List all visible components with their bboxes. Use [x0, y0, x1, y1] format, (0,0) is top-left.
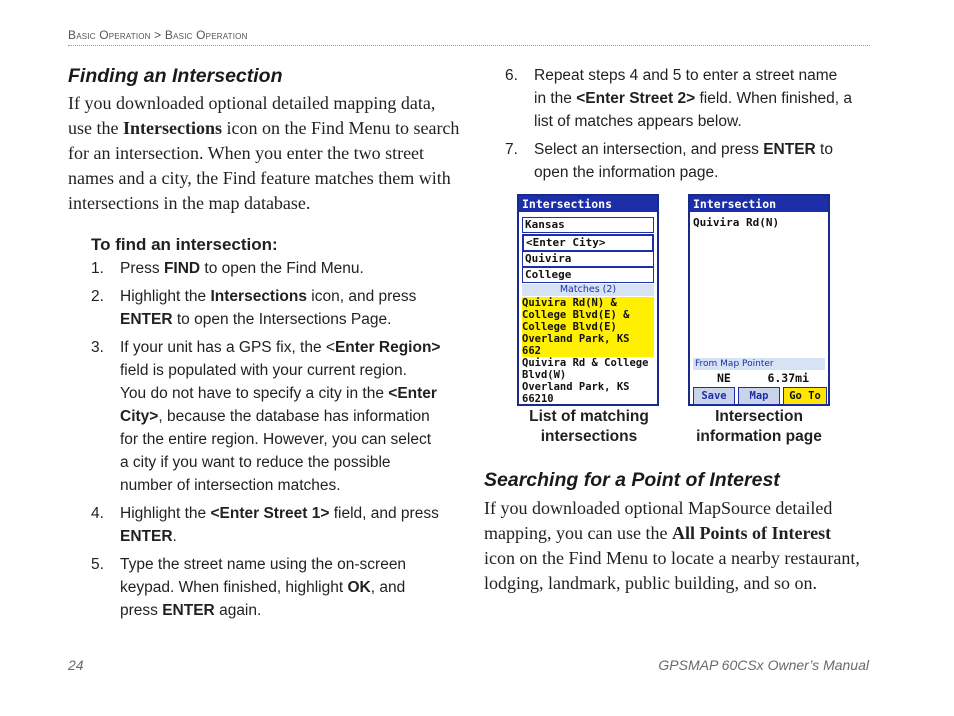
screen-title: Intersection [690, 196, 828, 212]
status-label: From Map Pointer [693, 358, 825, 370]
step-number: 6. [505, 67, 518, 84]
step-number: 4. [91, 505, 104, 522]
step-number: 5. [91, 556, 104, 573]
street2-field: Quivira [522, 251, 654, 267]
step-text: Type the street name using the on-screen keypad. When finished, highlight OK, and press ENTER again. [120, 556, 407, 619]
section-title-finding-intersection: Finding an Intersection [68, 65, 283, 87]
intro-line: names and a city, the Find feature matches them with [68, 168, 451, 188]
step-text: Repeat steps 4 and 5 to enter a street name in the <Enter Street 2> field. When finished, a list of matches appears below. [534, 67, 852, 130]
caption-intersection-info: Intersection information page [696, 408, 822, 445]
intersections-term: Intersections [122, 118, 222, 138]
running-header [68, 28, 870, 46]
caption-list-matching: List of matching intersections [529, 408, 649, 445]
manual-title: GPSMAP 60CSx Owner’s Manual [658, 657, 869, 673]
poi-line: lodging, landmark, public building, and so on. [484, 573, 817, 593]
street3-field: College [522, 267, 654, 283]
intro-line: intersections in the map database. [68, 193, 311, 213]
map-button: Map [738, 387, 780, 405]
step-text: If your unit has a GPS fix, the <Enter Region> field is populated with your current region. You do not have to specify a city in the <Enter City>, because the database has information for the entire region. However, you can select a city if you want to reduce the possible number of intersection matches. [120, 339, 441, 494]
matches-list [522, 297, 654, 405]
intro-line: use the Intersections icon on the Find Menu to search [68, 118, 460, 138]
intro-paragraph [68, 91, 468, 216]
step-number: 7. [505, 141, 518, 158]
goto-button: Go To [783, 387, 827, 405]
step-number: 1. [91, 260, 104, 277]
distance-value: 6.37mi [767, 371, 809, 385]
save-button: Save [693, 387, 735, 405]
poi-line: If you downloaded optional MapSource detailed [484, 498, 833, 518]
section-title-poi: Searching for a Point of Interest [484, 469, 780, 491]
intersection-info-screen [688, 194, 830, 406]
all-poi-term: All Points of Interest [671, 523, 832, 543]
poi-paragraph [484, 496, 884, 596]
step-text: Select an intersection, and press ENTER to open the information page. [534, 141, 833, 181]
matches-label: Matches (2) [522, 284, 654, 296]
step-text: Highlight the Intersections icon, and press ENTER to open the Intersections Page. [120, 288, 417, 328]
match-item: Quivira Rd & College Blvd(W) Overland Park, KS 66210 [522, 357, 649, 405]
poi-line: mapping, you can use the All Points of Interest [484, 523, 832, 543]
breadcrumb: Basic Operation > Basic Operation [68, 28, 248, 42]
bearing-distance-readout [693, 371, 825, 386]
intersection-name: Quivira Rd(N) [693, 216, 780, 229]
step-number: 3. [91, 339, 104, 356]
bearing-value: NE [717, 371, 731, 385]
step-number: 2. [91, 288, 104, 305]
step-text: Press FIND to open the Find Menu. [120, 260, 364, 277]
city-field: <Enter City> [522, 234, 654, 252]
poi-line: icon on the Find Menu to locate a nearby restaurant, [484, 548, 860, 568]
screen-title: Intersections [519, 196, 657, 212]
procedure-title: To find an intersection: [91, 235, 278, 254]
intersections-screen [517, 194, 659, 406]
match-highlighted: Quivira Rd(N) & College Blvd(E) & College Blvd(E) Overland Park, KS 662 [522, 297, 654, 357]
intro-line: If you downloaded optional detailed mapping data, [68, 93, 436, 113]
intro-line: for an intersection. When you enter the two street [68, 143, 425, 163]
step-text: Highlight the <Enter Street 1> field, and press ENTER. [120, 505, 439, 545]
page-number: 24 [68, 657, 84, 673]
street1-field: Kansas [522, 217, 654, 233]
